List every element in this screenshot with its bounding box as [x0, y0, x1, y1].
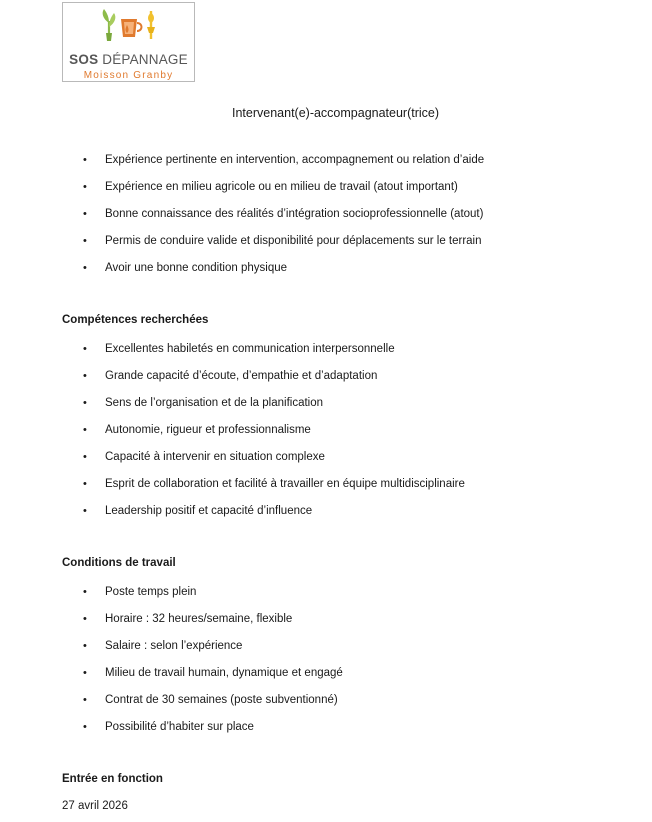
bullet: •	[83, 397, 87, 409]
start-date: 27 avril 2026	[62, 800, 128, 812]
logo-subtitle: Moisson Granby	[83, 70, 174, 81]
list-item: • Permis de conduire valide et disponibilité pour déplacements sur le terrain	[83, 235, 482, 247]
bullet: •	[83, 154, 87, 166]
bullet: •	[83, 424, 87, 436]
bullet: •	[83, 181, 87, 193]
list-item: • Bonne connaissance des réalités d’intégration socioprofessionnelle (atout)	[83, 208, 484, 220]
conditions-heading: Conditions de travail	[62, 557, 176, 569]
bullet: •	[83, 235, 87, 247]
list-item: • Autonomie, rigueur et professionnalisme	[83, 424, 311, 436]
bullet: •	[83, 478, 87, 490]
start-heading: Entrée en fonction	[62, 773, 163, 785]
bullet: •	[83, 451, 87, 463]
garden-tools-icon	[63, 3, 196, 51]
conditions-list	[0, 584, 343, 746]
list-item: • Esprit de collaboration et facilité à travailler en équipe multidisciplinaire	[83, 478, 465, 490]
logo	[62, 2, 195, 82]
bullet: •	[83, 586, 87, 598]
list-item: • Contrat de 30 semaines (poste subventionné)	[83, 694, 338, 706]
bullet: •	[83, 208, 87, 220]
bullet: •	[83, 694, 87, 706]
requirements-list	[0, 152, 484, 287]
list-item: • Horaire : 32 heures/semaine, flexible	[83, 613, 293, 625]
list-item: • Expérience en milieu agricole ou en milieu de travail (atout important)	[83, 181, 458, 193]
bullet: •	[83, 640, 87, 652]
bullet: •	[83, 370, 87, 382]
list-item: • Milieu de travail humain, dynamique et engagé	[83, 667, 343, 679]
list-item: • Expérience pertinente en intervention, accompagnement ou relation d’aide	[83, 154, 485, 166]
logo-brand-name: SOS DÉPANNAGE	[69, 52, 188, 67]
list-item: • Leadership positif et capacité d’influence	[83, 505, 313, 517]
list-item: • Grande capacité d’écoute, d’empathie et d’adaptation	[83, 370, 378, 382]
bullet: •	[83, 343, 87, 355]
bullet: •	[83, 505, 87, 517]
list-item: • Avoir une bonne condition physique	[83, 262, 288, 274]
list-item: • Excellentes habiletés en communication interpersonnelle	[83, 343, 395, 355]
bullet: •	[83, 613, 87, 625]
list-item: • Sens de l’organisation et de la planification	[83, 397, 324, 409]
skills-list	[0, 341, 465, 530]
bullet: •	[83, 262, 87, 274]
list-item: • Capacité à intervenir en situation complexe	[83, 451, 325, 463]
list-item: • Salaire : selon l’expérience	[83, 640, 243, 652]
list-item: • Possibilité d’habiter sur place	[83, 721, 254, 733]
list-item: • Poste temps plein	[83, 586, 197, 598]
skills-heading: Compétences recherchées	[62, 314, 209, 326]
bullet: •	[83, 721, 87, 733]
page-title: Intervenant(e)-accompagnateur(trice)	[232, 106, 440, 120]
bullet: •	[83, 667, 87, 679]
